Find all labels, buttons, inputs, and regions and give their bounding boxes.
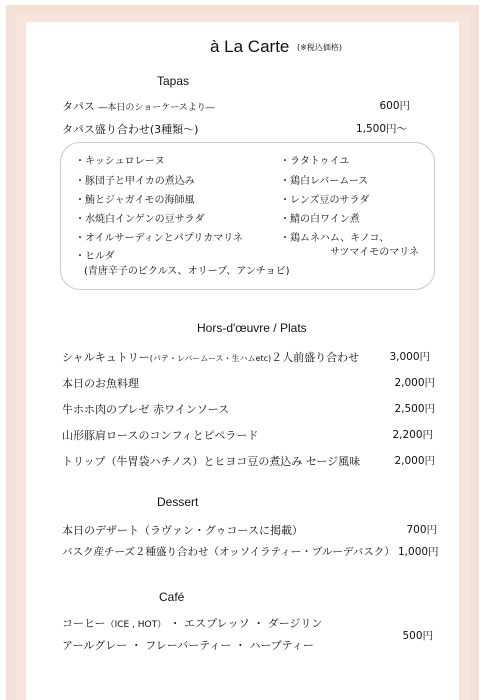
menu-item-price: 1,500円〜 xyxy=(355,123,407,135)
section-heading-tapas: Tapas xyxy=(157,74,190,88)
section-heading-cafe: Café xyxy=(159,590,185,604)
menu-item-tapas-assortment: タパス盛り合わせ(3種類〜) xyxy=(62,123,199,136)
menu-item-beef-cheek: 牛ホホ肉のブレゼ 赤ワインソース xyxy=(62,403,230,416)
menu-item-fish: 本日のお魚料理 xyxy=(62,377,139,390)
section-heading-dessert: Dessert xyxy=(157,495,199,509)
tapas-item: サツマイモのマリネ xyxy=(330,247,419,258)
section-heading-hors-doeuvre: Hors-d'œuvre / Plats xyxy=(197,321,307,335)
tapas-item: ・ラタトゥイユ xyxy=(280,156,350,167)
tapas-item: ・鯖の白ワイン煮 xyxy=(280,214,360,225)
cafe-other-drinks: ・ エスプレッソ ・ ダージリン xyxy=(169,617,323,630)
menu-item-dessert-of-day: 本日のデザート（ラヴァン・グゥコースに掲載） xyxy=(62,524,304,537)
menu-item-price: 500円 xyxy=(402,630,433,642)
cafe-coffee: コーヒー xyxy=(62,617,106,630)
menu-item-note: ―本日のショーケースより― xyxy=(98,103,215,113)
tapas-item: ・鮪とジャガイモの海師風 xyxy=(75,195,195,206)
tapas-item: ・鶏白レバームース xyxy=(280,176,369,187)
menu-item-price: 600円 xyxy=(379,100,410,112)
menu-item-price: 2,000円 xyxy=(394,455,435,467)
menu-item-name: タパス xyxy=(62,100,95,113)
menu-item-tapas xyxy=(62,98,215,114)
menu-item-price: 2,000円 xyxy=(394,377,435,389)
tapas-item: ・キッシュロレーヌ xyxy=(75,156,165,167)
tapas-item: ・豚団子と甲イカの煮込み xyxy=(75,176,195,187)
menu-item-charcuterie xyxy=(62,349,359,365)
page-title: à La Carte xyxy=(210,37,290,56)
menu-item-name: シャルキュトリー xyxy=(62,351,150,364)
menu-item-suffix: ２人前盛り合わせ xyxy=(271,351,360,364)
menu-item-price: 700円 xyxy=(406,524,437,536)
cafe-coffee-note: （ICE , HOT） xyxy=(105,620,167,630)
menu-item-pork-confit: 山形豚肩ロースのコンフィとピペラード xyxy=(62,429,259,442)
menu-item-tripe: トリップ（牛胃袋ハチノス）とヒヨコ豆の煮込み セージ風味 xyxy=(62,455,361,468)
tapas-item: ・レンズ豆のサラダ xyxy=(280,195,370,206)
tapas-item: ・ヒルダ xyxy=(75,251,115,262)
tax-note: (※税込価格) xyxy=(297,43,342,52)
menu-item-price: 2,500円 xyxy=(394,403,435,415)
tapas-item: ・オイルサーディンとパプリカマリネ xyxy=(75,233,243,244)
menu-item-note: (パテ・レバームース・生ハムetc) xyxy=(149,354,272,363)
cafe-line-2: アールグレー ・ フレーバーティー ・ ハーブティー xyxy=(62,639,314,652)
cafe-line-1 xyxy=(62,615,322,631)
menu-item-price: 3,000円 xyxy=(389,351,430,363)
menu-item-price: 2,200円 xyxy=(392,429,433,441)
tapas-item-note: (青唐辛子のピクルス、オリーブ、アンチョビ) xyxy=(84,266,290,277)
tapas-item: ・鶏ムネハム、キノコ、 xyxy=(280,233,390,244)
tapas-item: ・水焼白インゲンの豆サラダ xyxy=(75,214,205,225)
menu-item-price: 1,000円 xyxy=(398,546,439,558)
menu-item-basque-cheese: バスク産チーズ２種盛り合わせ（オッソイラティー・ブルーデバスク） xyxy=(62,546,395,558)
